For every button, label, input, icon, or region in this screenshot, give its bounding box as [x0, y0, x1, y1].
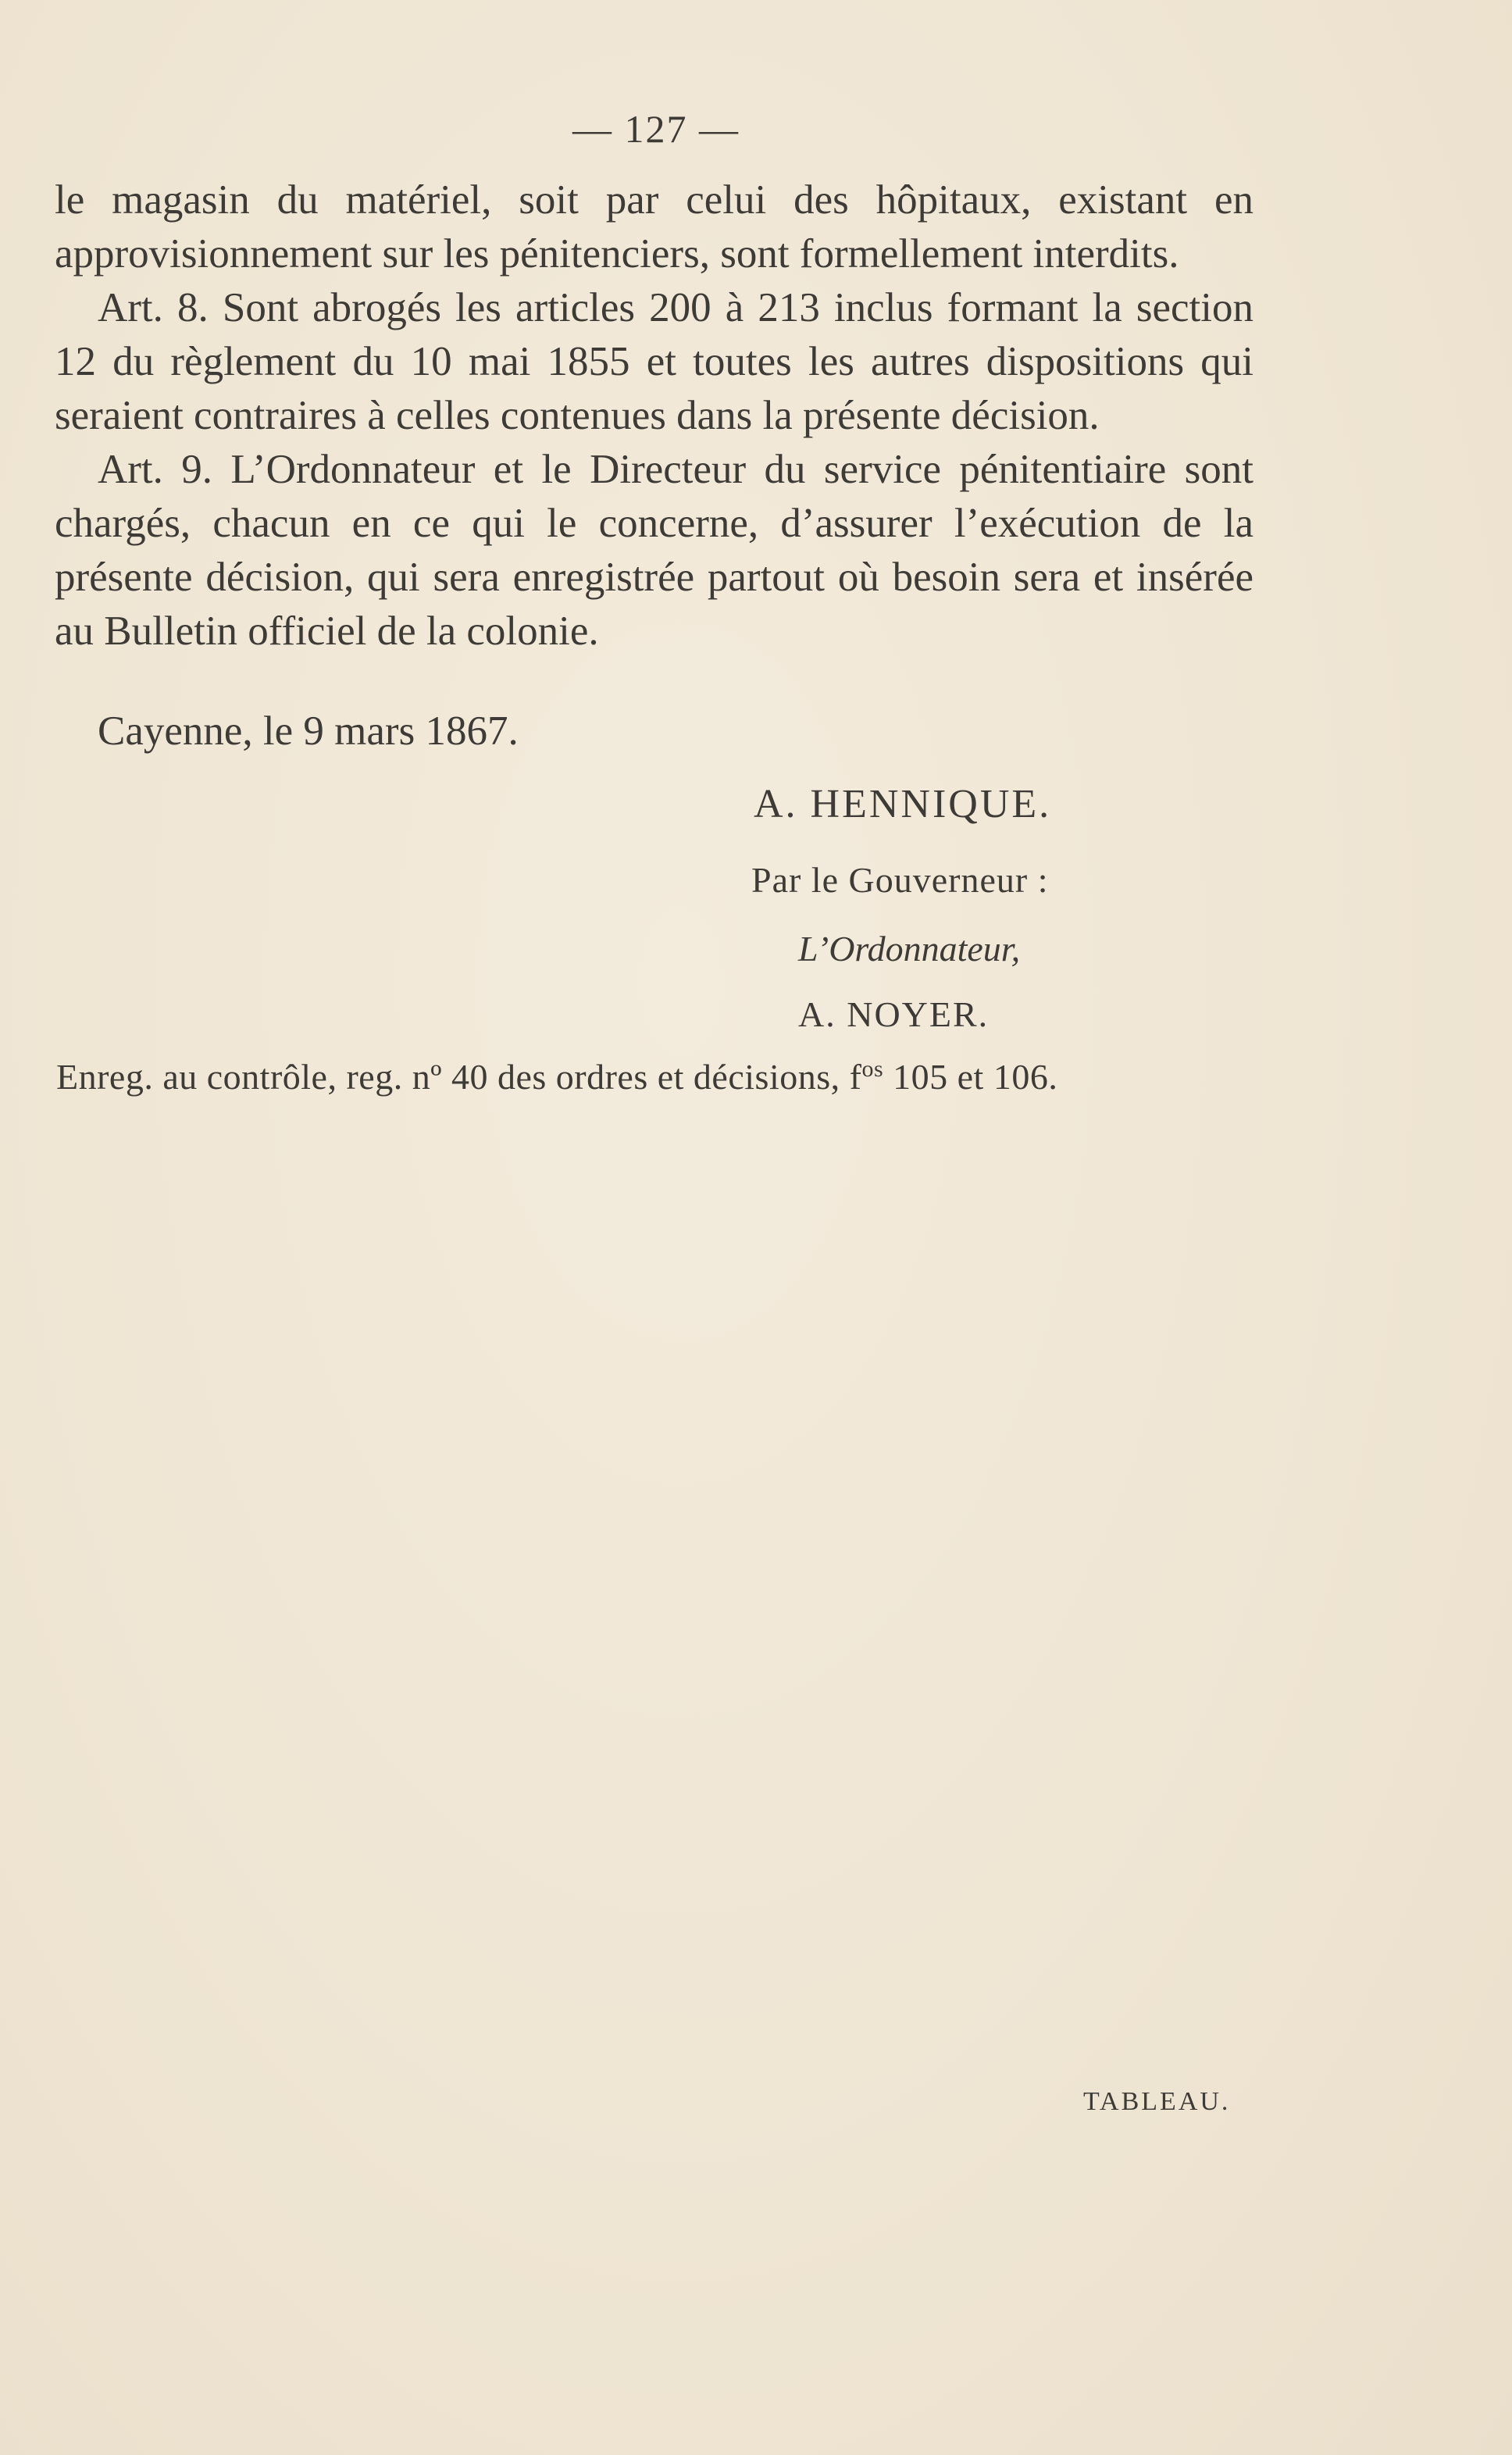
paragraph-continuation: le magasin du matériel, soit par celui des hôpitaux, existant en approvisionnement sur les pénitenciers, sont formellement interdits. [55, 177, 1253, 277]
signatory-title: L’Ordonnateur, [798, 929, 1021, 969]
page-number: — 127 — [572, 107, 740, 151]
paragraph-article-9: Art. 9. L’Ordonnateur et le Directeur du service pénitentiaire sont chargés, chacun en ce qui le concerne, d’assurer l’exécution de la présente décision, qui sera enregistrée partout où besoin sera et insérée au Bulletin officiel de la colonie. [55, 447, 1253, 654]
paragraph-article-8: Art. 8. Sont abrogés les articles 200 à 213 inclus formant la section 12 du règlement du 10 mai 1855 et toutes les autres dispositions qui seraient contraires à celles contenues dans la présente décision. [55, 285, 1253, 438]
registration-note-superscript: os [861, 1056, 884, 1082]
registration-note-pages: 105 et 106. [883, 1057, 1058, 1097]
catchword: TABLEAU. [1083, 2087, 1231, 2116]
signatory-name: A. HENNIQUE. [754, 782, 1052, 826]
registration-note-text: Enreg. au contrôle, reg. nº 40 des ordres et décisions, f [56, 1057, 862, 1097]
body-text [55, 173, 1253, 658]
countersignatory-name: A. NOYER. [798, 994, 990, 1034]
date-line: Cayenne, le 9 mars 1867. [98, 708, 519, 754]
registration-note [56, 1056, 1057, 1097]
signatory-by-line: Par le Gouverneur : [751, 860, 1049, 900]
